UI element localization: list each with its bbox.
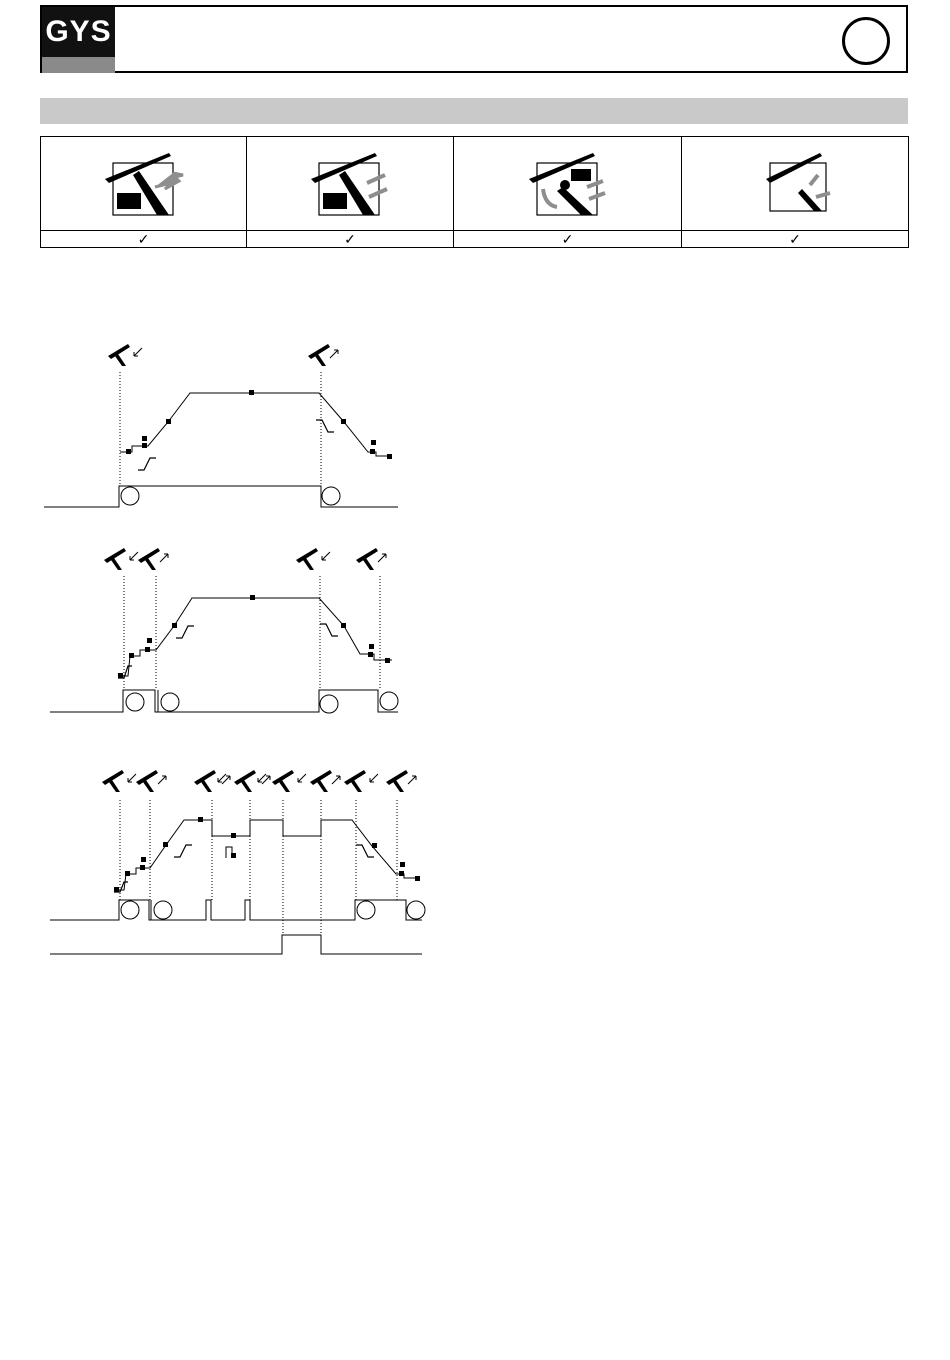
torch-potentiometer-icon — [750, 149, 840, 219]
cycle-4t-diagram — [50, 548, 398, 713]
torch-up-down-icon — [523, 149, 613, 219]
torch-release-icon — [308, 344, 338, 366]
torch-press-icon — [344, 770, 378, 792]
torch-cell-2 — [247, 137, 454, 231]
gys-logo — [42, 7, 115, 73]
torch-cell-3 — [454, 137, 682, 231]
torch-press-icon — [296, 548, 330, 570]
torch-press-icon — [102, 770, 136, 792]
torch-cell-4 — [682, 137, 909, 231]
check-4: ✓ — [682, 231, 909, 248]
section-title-bar — [40, 98, 908, 124]
torch-press-release-icon — [194, 770, 230, 792]
cycle-4t-log-diagram — [50, 770, 425, 954]
torch-standard-icon — [99, 149, 189, 219]
check-2: ✓ — [247, 231, 454, 248]
torch-cell-1 — [41, 137, 247, 231]
cycle-2t-diagram — [44, 344, 398, 507]
page-header — [40, 5, 908, 73]
torch-compatibility-table — [40, 136, 909, 248]
torch-release-icon — [386, 770, 416, 792]
torch-press-icon — [108, 344, 142, 366]
torch-double-button-icon — [305, 149, 395, 219]
check-3: ✓ — [454, 231, 682, 248]
torch-press-icon — [272, 770, 306, 792]
torch-release-icon — [138, 548, 168, 570]
logo-text: GYS — [45, 15, 112, 48]
torch-press-icon — [104, 548, 138, 570]
language-badge-icon — [842, 17, 890, 65]
check-1: ✓ — [41, 231, 247, 248]
torch-release-icon — [136, 770, 166, 792]
torch-release-icon — [356, 548, 386, 570]
torch-release-icon — [310, 770, 340, 792]
torch-press-release-icon — [234, 770, 270, 792]
